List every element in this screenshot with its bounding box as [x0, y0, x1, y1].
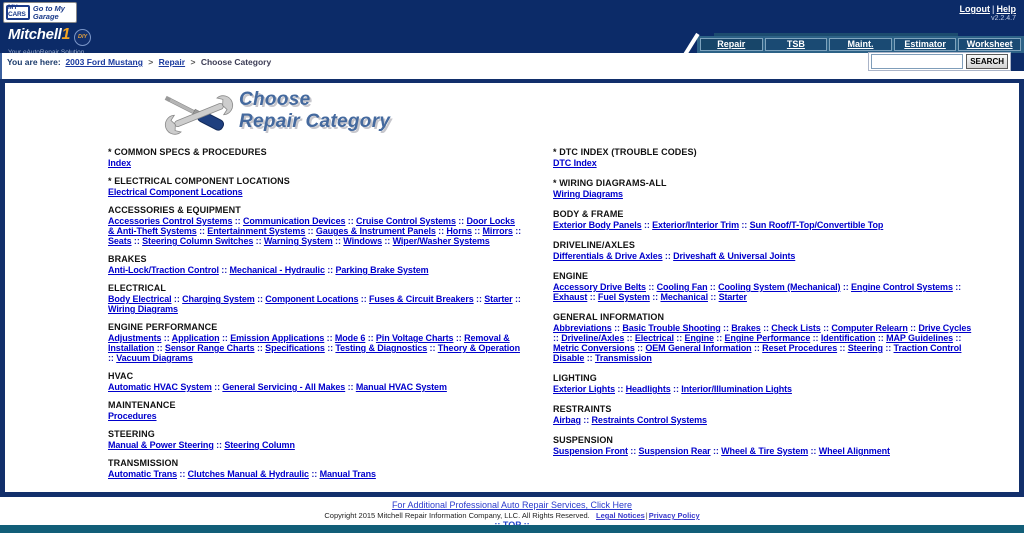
category-link[interactable]: Door Locks & Anti-Theft Systems	[108, 216, 515, 236]
category-section	[108, 283, 523, 314]
link-separator: ::	[254, 294, 266, 304]
breadcrumb-separator: >	[190, 57, 196, 67]
category-link[interactable]: Wiper/Washer Systems	[392, 236, 490, 246]
category-link[interactable]: Brakes	[731, 323, 761, 333]
category-link[interactable]: Engine Performance	[724, 333, 811, 343]
link-separator: ::	[624, 333, 635, 343]
link-separator: ::	[707, 282, 719, 292]
license-plate-label: MY CARS	[8, 4, 26, 18]
link-separator: ::	[253, 236, 264, 246]
page-header-banner	[5, 83, 1019, 147]
category-link[interactable]: Cooling Fan	[656, 282, 708, 292]
category-section	[553, 312, 973, 363]
category-column-left	[108, 147, 523, 487]
category-link[interactable]: Adjustments	[108, 333, 162, 343]
category-links	[553, 251, 973, 261]
category-heading: HVAC	[108, 371, 134, 381]
link-separator: ::	[232, 216, 243, 226]
category-link[interactable]: Starter	[718, 292, 747, 302]
help-link[interactable]: Help	[996, 4, 1016, 14]
copyright-text: Copyright 2015 Mitchell Repair Information Company, LLC. All Rights Reserved.	[324, 511, 590, 520]
category-links	[108, 158, 523, 168]
link-separator: ::	[662, 251, 674, 261]
category-link[interactable]: General Servicing - All Makes	[222, 382, 346, 392]
category-section	[108, 400, 523, 421]
link-separator: ::	[553, 333, 562, 343]
category-links	[108, 382, 523, 392]
category-link[interactable]: Manual & Power Steering	[108, 440, 214, 450]
link-separator: ::	[670, 384, 682, 394]
bottom-teal-bar	[0, 525, 1024, 533]
category-link[interactable]: Airbag	[553, 415, 581, 425]
category-link[interactable]: Manual Trans	[319, 469, 376, 479]
category-link[interactable]: Procedures	[108, 411, 157, 421]
category-link[interactable]: Abbreviations	[553, 323, 612, 333]
category-heading: * DTC INDEX (TROUBLE CODES)	[553, 147, 697, 157]
category-link[interactable]: Windows	[343, 236, 382, 246]
link-separator: ::	[213, 440, 225, 450]
search-button[interactable]: SEARCH	[966, 54, 1008, 69]
tab-strip	[697, 36, 1024, 53]
category-links	[553, 158, 973, 168]
category-link[interactable]: Drive Cycles	[918, 323, 972, 333]
category-link[interactable]: Steering Column Switches	[142, 236, 254, 246]
category-link[interactable]: Identification	[820, 333, 876, 343]
category-link[interactable]: Gauges & Instrument Panels	[315, 226, 436, 236]
category-link[interactable]: Metric Conversions	[553, 343, 635, 353]
category-link[interactable]: Headlights	[625, 384, 671, 394]
tab-repair[interactable]: Repair	[700, 38, 763, 51]
link-separator: ::	[219, 333, 231, 343]
category-link[interactable]: Electrical Component Locations	[108, 187, 243, 197]
category-link[interactable]: Charging System	[182, 294, 255, 304]
category-links	[108, 333, 523, 363]
category-link[interactable]: Warning System	[263, 236, 333, 246]
link-separator: ::	[952, 282, 962, 292]
tab-tsb[interactable]: TSB	[765, 38, 828, 51]
category-section	[553, 147, 973, 168]
category-link[interactable]: Parking Brake System	[335, 265, 429, 275]
page-title-line1: Choose	[239, 89, 311, 110]
category-links	[108, 469, 523, 479]
category-section	[108, 429, 523, 450]
category-link[interactable]: Accessory Drive Belts	[553, 282, 646, 292]
link-separator: ::	[882, 343, 894, 353]
category-link[interactable]: Engine	[684, 333, 714, 343]
category-link[interactable]: Suspension Rear	[638, 446, 711, 456]
link-separator: ::	[427, 343, 438, 353]
category-links	[553, 446, 973, 456]
link-separator: ::	[587, 292, 598, 302]
category-links	[108, 411, 523, 421]
link-separator: ::	[365, 333, 376, 343]
category-section	[553, 435, 973, 456]
link-separator: ::	[161, 333, 172, 343]
category-heading: ENGINE PERFORMANCE	[108, 322, 218, 332]
category-links	[553, 415, 973, 425]
category-link[interactable]: Fuses & Circuit Breakers	[369, 294, 474, 304]
link-separator: ::	[254, 343, 266, 353]
logo-one: 1	[61, 26, 71, 43]
privacy-policy-link[interactable]: Privacy Policy	[648, 511, 700, 520]
category-link[interactable]: Wheel Alignment	[818, 446, 890, 456]
category-link[interactable]: Entertainment Systems	[207, 226, 306, 236]
tab-bar	[697, 38, 1024, 51]
link-separator: ::	[171, 294, 183, 304]
link-separator: ::	[177, 469, 188, 479]
category-link[interactable]: Removal & Installation	[108, 333, 510, 353]
category-section	[553, 178, 973, 199]
link-separator: ::	[305, 226, 316, 236]
category-heading: SUSPENSION	[553, 435, 614, 445]
category-link[interactable]: Anti-Lock/Traction Control	[108, 265, 219, 275]
link-separator: ::	[108, 353, 117, 363]
category-link[interactable]: MAP Guidelines	[886, 333, 954, 343]
category-link[interactable]: Seats	[108, 236, 132, 246]
footer	[0, 497, 1024, 533]
link-separator: ::	[332, 236, 344, 246]
link-separator: ::	[641, 220, 653, 230]
breadcrumb-separator: >	[148, 57, 154, 67]
category-link[interactable]: Driveshaft & Universal Joints	[673, 251, 796, 261]
category-section	[108, 176, 523, 197]
link-separator: ::	[713, 333, 725, 343]
category-heading: * WIRING DIAGRAMS-ALL	[553, 178, 667, 188]
search-box	[868, 52, 1011, 71]
link-separator: ::	[810, 333, 821, 343]
link-separator: ::	[953, 333, 962, 343]
category-link[interactable]: Component Locations	[265, 294, 359, 304]
category-link[interactable]: Wiring Diagrams	[108, 304, 178, 314]
category-link[interactable]: Differentials & Drive Axles	[553, 251, 663, 261]
category-link[interactable]: Pin Voltage Charts	[375, 333, 454, 343]
breadcrumb	[7, 57, 271, 67]
link-separator: ::	[645, 282, 657, 292]
link-separator: ::	[154, 343, 165, 353]
category-columns	[5, 147, 1019, 487]
category-section	[108, 322, 523, 363]
category-section	[553, 404, 973, 425]
category-links	[553, 323, 973, 363]
link-separator: ::	[308, 469, 320, 479]
category-link[interactable]: Traction Control Disable	[553, 343, 962, 363]
category-link[interactable]: Manual HVAC System	[355, 382, 447, 392]
category-section	[553, 240, 973, 261]
link-separator: ::	[720, 323, 732, 333]
diy-badge-icon: DIY	[74, 29, 91, 46]
category-link[interactable]: Sun Roof/T-Top/Convertible Top	[749, 220, 884, 230]
main-content-box	[0, 79, 1024, 497]
category-heading: GENERAL INFORMATION	[553, 312, 665, 322]
category-heading: TRANSMISSION	[108, 458, 179, 468]
link-separator: ::	[751, 343, 763, 353]
category-link[interactable]: Automatic HVAC System	[108, 382, 212, 392]
category-links	[553, 189, 973, 199]
tab-worksheet[interactable]: Worksheet	[958, 38, 1021, 51]
breadcrumb-vehicle-link[interactable]: 2003 Ford Mustang	[65, 57, 143, 67]
category-link[interactable]: Electrical	[634, 333, 674, 343]
category-section	[553, 209, 973, 230]
category-column-right	[553, 147, 973, 487]
link-separator: ::	[615, 384, 626, 394]
category-link[interactable]: Specifications	[265, 343, 325, 353]
link-separator: ::	[875, 333, 887, 343]
category-link[interactable]: Clutches Manual & Hydraulic	[187, 469, 309, 479]
category-links	[553, 384, 973, 394]
category-link[interactable]: Horns	[446, 226, 472, 236]
tab-estimator[interactable]: Estimator	[894, 38, 957, 51]
breadcrumb-section-link[interactable]: Repair	[158, 57, 186, 67]
category-links	[108, 187, 523, 197]
link-separator: ::	[345, 382, 356, 392]
category-section	[108, 254, 523, 275]
category-links	[553, 282, 973, 302]
category-heading: BRAKES	[108, 254, 147, 264]
category-link[interactable]: Vacuum Diagrams	[116, 353, 193, 363]
category-link[interactable]: Exterior/Interior Trim	[652, 220, 739, 230]
legal-notices-link[interactable]: Legal Notices	[596, 511, 645, 520]
link-separator: ::	[584, 353, 595, 363]
category-link[interactable]: Starter	[484, 294, 513, 304]
professional-services-link[interactable]: For Additional Professional Auto Repair Services, Click Here	[391, 500, 633, 510]
link-separator: ::	[218, 265, 230, 275]
link-separator: ::	[512, 226, 522, 236]
link-separator: ::	[512, 294, 521, 304]
category-link[interactable]: Mode 6	[334, 333, 366, 343]
category-heading: ACCESSORIES & EQUIPMENT	[108, 205, 241, 215]
link-separator: ::	[435, 226, 447, 236]
category-link[interactable]: Wheel & Tire System	[721, 446, 809, 456]
category-section	[108, 205, 523, 246]
pipe-separator: |	[645, 511, 648, 520]
page-title-line2: Repair Category	[239, 111, 391, 132]
category-link[interactable]: OEM General Information	[645, 343, 752, 353]
category-heading: * COMMON SPECS & PROCEDURES	[108, 147, 267, 157]
link-separator: ::	[837, 343, 848, 353]
breadcrumb-current: Choose Category	[200, 57, 272, 67]
category-section	[553, 373, 973, 394]
category-heading: LIGHTING	[553, 373, 597, 383]
category-links	[108, 265, 523, 275]
go-to-my-garage-button[interactable]	[3, 2, 77, 23]
link-separator: ::	[473, 294, 485, 304]
category-link[interactable]: Basic Trouble Shooting	[622, 323, 721, 333]
category-heading: ENGINE	[553, 271, 589, 281]
category-link[interactable]: Engine Control Systems	[851, 282, 953, 292]
category-link[interactable]: Cooling System (Mechanical)	[718, 282, 841, 292]
search-input[interactable]	[871, 54, 963, 69]
category-link[interactable]: Mechanical	[660, 292, 708, 302]
category-link[interactable]: Driveline/Axles	[561, 333, 625, 343]
link-separator: ::	[324, 333, 335, 343]
category-link[interactable]: Mirrors	[482, 226, 513, 236]
category-heading: MAINTENANCE	[108, 400, 176, 410]
link-separator: ::	[649, 292, 661, 302]
category-heading: ELECTRICAL	[108, 283, 166, 293]
footer-copyright	[0, 511, 1024, 520]
category-link[interactable]: Check Lists	[771, 323, 821, 333]
link-separator: ::	[738, 220, 750, 230]
link-separator: ::	[455, 216, 467, 226]
category-section	[108, 147, 523, 168]
link-separator: ::	[820, 323, 832, 333]
link-separator: ::	[710, 446, 722, 456]
category-link[interactable]: Theory & Operation	[437, 343, 520, 353]
category-link[interactable]: Sensor Range Charts	[164, 343, 255, 353]
link-separator: ::	[324, 343, 336, 353]
category-section	[108, 371, 523, 392]
link-separator: ::	[381, 236, 393, 246]
category-link[interactable]: Wiring Diagrams	[553, 189, 623, 199]
link-separator: ::	[453, 333, 465, 343]
category-links	[108, 294, 523, 314]
category-link[interactable]: Accessories Control Systems	[108, 216, 233, 226]
link-separator: ::	[760, 323, 772, 333]
category-links	[108, 440, 523, 450]
category-link[interactable]: Exterior Body Panels	[553, 220, 642, 230]
category-link[interactable]: Communication Devices	[242, 216, 346, 226]
category-section	[108, 458, 523, 479]
category-heading: DRIVELINE/AXLES	[553, 240, 636, 250]
category-links	[553, 220, 973, 230]
link-separator: ::	[580, 415, 592, 425]
version-label: v2.2.4.7	[991, 15, 1016, 22]
logo-text: Mitchell1	[8, 26, 71, 43]
category-heading: * ELECTRICAL COMPONENT LOCATIONS	[108, 176, 290, 186]
category-link[interactable]: Body Electrical	[108, 294, 172, 304]
category-link[interactable]: Computer Relearn	[831, 323, 908, 333]
category-link[interactable]: Restraints Control Systems	[591, 415, 707, 425]
category-link[interactable]: Index	[108, 158, 132, 168]
link-separator: ::	[611, 323, 623, 333]
page-title	[239, 89, 390, 133]
footer-promo	[0, 500, 1024, 510]
category-link[interactable]: Application	[171, 333, 220, 343]
breadcrumb-prefix: You are here:	[7, 57, 61, 67]
link-separator: ::	[358, 294, 369, 304]
category-heading: BODY & FRAME	[553, 209, 624, 219]
pipe-separator: |	[991, 4, 995, 14]
category-links	[108, 216, 523, 246]
repair-tools-icon	[160, 87, 238, 143]
link-separator: ::	[627, 446, 639, 456]
link-separator: ::	[471, 226, 483, 236]
link-separator: ::	[808, 446, 819, 456]
session-links	[959, 4, 1016, 14]
category-link[interactable]: Exterior Lights	[553, 384, 616, 394]
link-separator: ::	[131, 236, 143, 246]
link-separator: ::	[345, 216, 357, 226]
link-separator: ::	[840, 282, 852, 292]
category-link[interactable]: Reset Procedures	[762, 343, 838, 353]
category-heading: RESTRAINTS	[553, 404, 612, 414]
license-plate-icon	[6, 5, 30, 20]
category-link[interactable]: Mechanical - Hydraulic	[229, 265, 325, 275]
logout-link[interactable]: Logout	[959, 4, 990, 14]
category-section	[553, 271, 973, 302]
category-link[interactable]: DTC Index	[553, 158, 597, 168]
link-separator: ::	[907, 323, 919, 333]
category-link[interactable]: Exhaust	[553, 292, 588, 302]
link-separator: ::	[324, 265, 336, 275]
category-link[interactable]: Automatic Trans	[108, 469, 178, 479]
category-link[interactable]: Testing & Diagnostics	[335, 343, 428, 353]
tab-maint[interactable]: Maint.	[829, 38, 892, 51]
link-separator: ::	[673, 333, 685, 343]
category-link[interactable]: Emission Applications	[230, 333, 325, 343]
category-link[interactable]: Suspension Front	[553, 446, 628, 456]
category-link[interactable]: Cruise Control Systems	[356, 216, 456, 226]
link-separator: ::	[196, 226, 208, 236]
right-edge-block	[1011, 53, 1024, 71]
category-link[interactable]: Steering Column	[224, 440, 295, 450]
category-link[interactable]: Interior/Illumination Lights	[681, 384, 792, 394]
go-to-my-garage-label: Go to My Garage	[32, 3, 65, 21]
link-separator: ::	[707, 292, 719, 302]
top-bar	[0, 0, 1024, 25]
category-link[interactable]: Fuel System	[597, 292, 650, 302]
category-heading: STEERING	[108, 429, 155, 439]
link-separator: ::	[211, 382, 223, 392]
category-link[interactable]: Transmission	[594, 353, 652, 363]
link-separator: ::	[634, 343, 646, 353]
category-link[interactable]: Steering	[847, 343, 883, 353]
